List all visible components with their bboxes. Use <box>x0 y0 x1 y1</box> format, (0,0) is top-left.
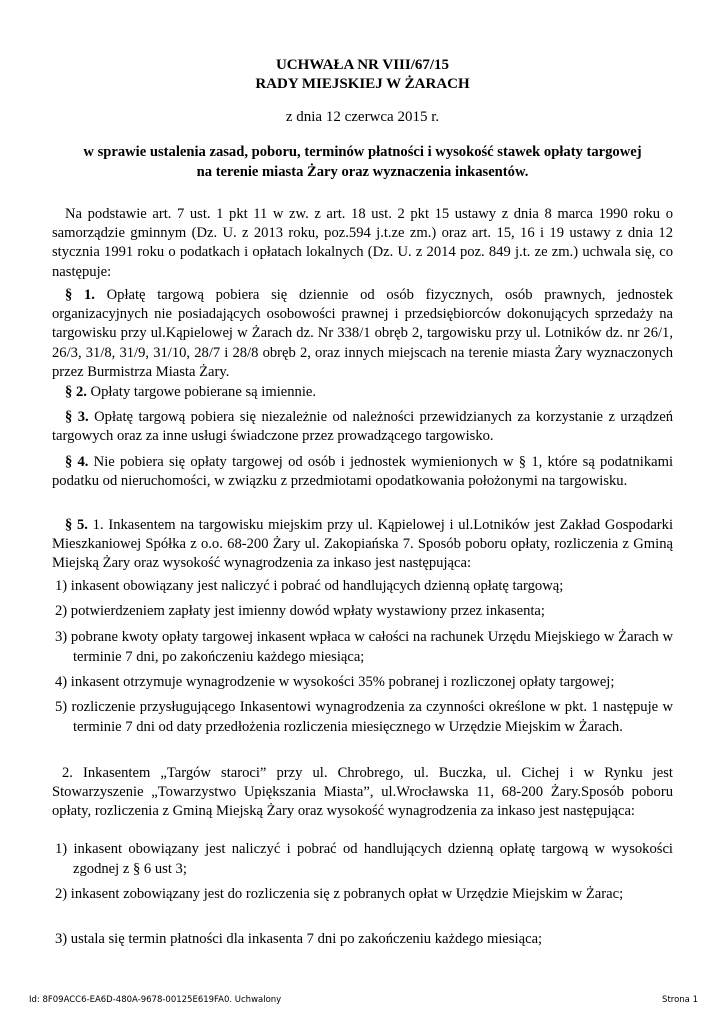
section-4 <box>52 453 673 491</box>
section-4-text: Nie pobiera się opłaty targowej od osób i jednostek wymienionych w § 1, które są podatnikami podatku od nieruchomości, w związku z przedmiotami opodatkowania położonymi na targowisku. <box>52 454 674 490</box>
section-5-label: § 5. <box>65 517 88 533</box>
point-2: 2. Inkasentem „Targów staroci” przy ul. Chrobrego, ul. Buczka, ul. Cichej i w Rynku jest Stowarzyszenie „Towarzystwo Upiększania Miasta”, ul.Wrocławska 11, 68-200 Żary.Sposób poboru opłaty, rozliczenia z Gminą Miejską Żary oraz wysokość wynagrodzenia za inkaso jest następująca: <box>52 765 673 820</box>
subject-line-1: w sprawie ustalenia zasad, poboru, terminów płatności i wysokość stawek opłaty targowej <box>83 144 642 160</box>
list2-item-2: 2) inkasent zobowiązany jest do rozliczenia się z pobranych opłat w Urzędzie Miejskim w Żarac; <box>55 886 624 902</box>
page-number: Strona 1 <box>662 995 698 1005</box>
list1-item-5: 5) rozliczenie przysługującego Inkasentowi wynagrodzenia za czynności określone w pkt. 1 następuje w terminie 7 dni od daty przedłożenia rozliczenia miesięcznego w Urzędzie Miejskim w Żarach. <box>55 699 673 735</box>
list1-item-2: 2) potwierdzeniem zapłaty jest imienny dowód wpłaty wystawiony przez inkasenta; <box>55 603 545 619</box>
section-3 <box>52 408 673 446</box>
section-2 <box>52 383 673 402</box>
section-1-text: Opłatę targową pobiera się dziennie od osób fizycznych, osób prawnych, jednostek organizacyjnych nie posiadających osobowości prawnej i przedsiębiorców dokonujących sprzedaży na targowisku przy ul.Kąpielowej w Żarach dz. Nr 338/1 obręb 2, targowisku przy ul. Lotników dz. nr 26/1, 26/3, 31/8, 31/9, 31/10, 28/7 i 28/8 obręb 2, oraz innych miejscach na terenie miasta Żary wyznaczonych przez Burmistrza Miasta Żary. <box>52 287 673 380</box>
preamble: Na podstawie art. 7 ust. 1 pkt 11 w zw. z art. 18 ust. 2 pkt 15 ustawy z dnia 8 marca 1990 roku o samorządzie gminnym (Dz. U. z 2013 roku, poz.594 j.t.ze zm.) oraz art. 15, 16 i 19 ustawy z dnia 12 stycznia 1991 roku o podatkach i opłatach lokalnych (Dz. U. z 2014 poz. 849 j.t. ze zm.) uchwala się, co następuje: <box>52 206 673 280</box>
document-id-footer: Id: 8F09ACC6-EA6D-480A-9678-00125E619FA0. Uchwalony <box>29 995 282 1005</box>
subject-line-2: na terenie miasta Żary oraz wyznaczenia inkasentów. <box>196 164 529 180</box>
section-3-text: Opłatę targową pobiera się niezależnie od należności przewidzianych za korzystanie z urządzeń targowych oraz za inne usługi świadczone przez prowadzącego targowisko. <box>52 409 674 445</box>
list2-item-1: 1) inkasent obowiązany jest naliczyć i pobrać od handlujących dzienną opłatę targową w wysokości zgodnej z § 6 ust 3; <box>55 841 673 877</box>
list1-item-1: 1) inkasent obowiązany jest naliczyć i pobrać od handlujących dzienną opłatę targową; <box>55 578 564 594</box>
section-1 <box>52 286 673 382</box>
section-2-label: § 2. <box>65 384 87 400</box>
resolution-subject <box>52 142 673 182</box>
resolution-title <box>52 56 673 94</box>
section-3-label: § 3. <box>65 409 89 425</box>
list2-item-3: 3) ustala się termin płatności dla inkasenta 7 dni po zakończeniu każdego miesiąca; <box>55 931 543 947</box>
list1-item-4: 4) inkasent otrzymuje wynagrodzenie w wysokości 35% pobranej i rozliczonej opłaty targowej; <box>55 674 615 690</box>
title-line-2: RADY MIEJSKIEJ W ŻARACH <box>255 76 470 92</box>
section-2-text: Opłaty targowe pobierane są imiennie. <box>86 384 316 400</box>
list1-item-3: 3) pobrane kwoty opłaty targowej inkasent wpłaca w całości na rachunek Urzędu Miejskiego w Żarach w terminie 7 dni, po zakończeniu każdego miesiąca; <box>55 629 673 665</box>
section-4-label: § 4. <box>65 454 89 470</box>
section-5 <box>52 516 673 574</box>
section-1-label: § 1. <box>65 287 95 303</box>
resolution-date: z dnia 12 czerwca 2015 r. <box>285 109 440 125</box>
section-5-text: 1. Inkasentem na targowisku miejskim przy ul. Kąpielowej i ul.Lotników jest Zakład Gospodarki Mieszkaniowej Spółka z o.o. 68-200 Żary ul. Zakopiańska 7. Sposób poboru opłaty, rozliczenia z Gminą Miejską Żary oraz wysokość wynagrodzenia za inkaso jest następująca: <box>52 517 674 572</box>
title-line-1: UCHWAŁA NR VIII/67/15 <box>275 57 450 73</box>
